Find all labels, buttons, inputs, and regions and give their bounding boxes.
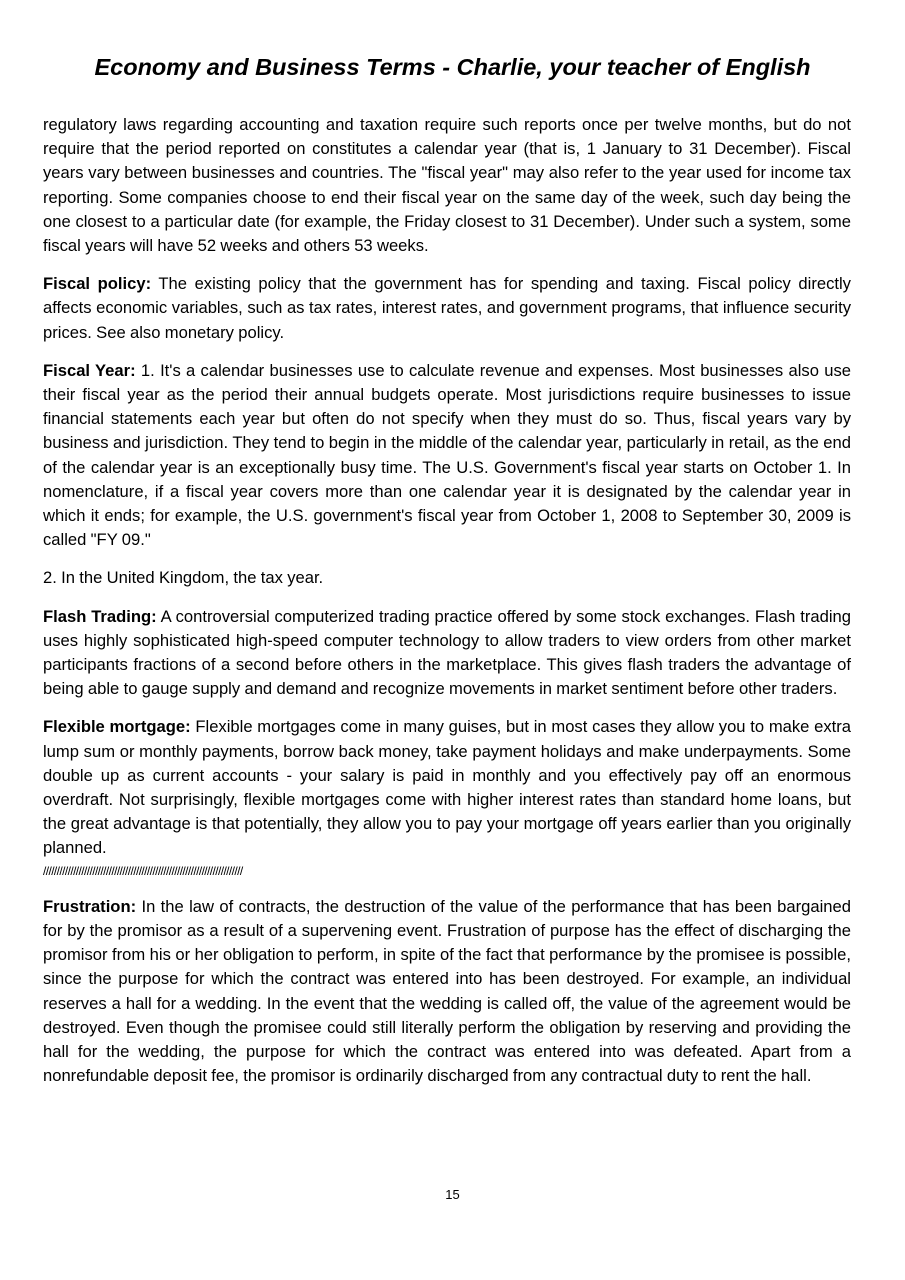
term-flash-trading: Flash Trading: [43,606,157,626]
document-body [43,113,851,1102]
definition-fiscal-policy: The existing policy that the government has for spending and taxing. Fiscal policy directly affects economic variables, such as tax rates, interest rates, and government programs, that influence security prices. See also monetary policy. [43,274,851,342]
entry-fiscal-year [43,359,851,553]
entry-frustration [43,895,851,1089]
paragraph-fiscal-year-2 [43,566,851,590]
term-fiscal-year: Fiscal Year: [43,360,136,380]
page-title: Economy and Business Terms - Charlie, your teacher of English [94,54,811,80]
page-number: 15 [445,1187,460,1202]
definition-flexible-mortgage: Flexible mortgages come in many guises, but in most cases they allow you to make extra lump sum or monthly payments, borrow back money, take payment holidays and make underpayments. Some double up as current accounts - your salary is paid in monthly and you effectively pay off an enormous overdraft. Not surprisingly, flexible mortgages come with higher interest rates than standard home loans, but the great advantage is that potentially, they allow you to pay your mortgage off years earlier than you originally planned. [43,717,852,858]
entry-flexible-mortgage [43,715,851,880]
term-fiscal-policy: Fiscal policy: [43,274,152,294]
paragraph-fiscal-year-continuation [43,113,851,258]
slash-divider: ///////////////////////////////////////////////////////////////////////// [43,863,243,878]
definition-fiscal-year: 1. It's a calendar businesses use to calculate revenue and expenses. Most businesses also use their fiscal year as the period their annual budgets operate. Most jurisdictions require businesses to issue financial statements each year but often do not specify when they must do so. Thus, fiscal years vary by business and jurisdiction. They tend to begin in the middle of the calendar year, particularly in retail, as the end of the calendar year is an exceptionally busy time. The U.S. Government's fiscal year starts on October 1. In nomenclature, if a fiscal year covers more than one calendar year it is designated by the calendar year in which it ends; for example, the U.S. government's fiscal year from October 1, 2008 to September 30, 2009 is called "FY 09." [43,360,851,550]
paragraph-text: 2. In the United Kingdom, the tax year. [43,568,324,588]
definition-frustration: In the law of contracts, the destruction of the value of the performance that has been bargained for by the promisor as a result of a supervening event. Frustration of purpose has the effect of discharging the promisor from his or her obligation to perform, in spite of the fact that performance by the promisee is possible, since the purpose for which the contract was entered into has been destroyed. For example, an individual reserves a hall for a wedding. In the event that the wedding is called off, the value of the agreement would be destroyed. Even though the promisee could still literally perform the obligation by reserving and providing the hall for the wedding, the purpose for which the contract was entered into was defeated. Apart from a nonrefundable deposit fee, the promisor is ordinarily discharged from any contractual duty to rent the hall. [43,896,851,1086]
term-frustration: Frustration: [43,896,137,916]
term-flexible-mortgage: Flexible mortgage: [43,717,191,737]
entry-flash-trading [43,605,851,702]
definition-flash-trading: A controversial computerized trading practice offered by some stock exchanges. Flash trading uses highly sophisticated high-speed computer technology to allow traders to view orders from other market participants fractions of a second before others in the marketplace. This gives flash traders the advantage of being able to gauge supply and demand and recognize movements in market sentiment before other traders. [43,606,851,699]
entry-fiscal-policy [43,272,851,345]
paragraph-text: regulatory laws regarding accounting and taxation require such reports once per twelve months, but do not require that the period reported on constitutes a calendar year (that is, 1 January to 31 December). Fiscal years vary between businesses and countries. The "fiscal year" may also refer to the year used for income tax reporting. Some companies choose to end their fiscal year on the same day of the week, such day being the one closest to a particular date (for example, the Friday closest to 31 December). Under such a system, some fiscal years will have 52 weeks and others 53 weeks. [43,115,851,256]
